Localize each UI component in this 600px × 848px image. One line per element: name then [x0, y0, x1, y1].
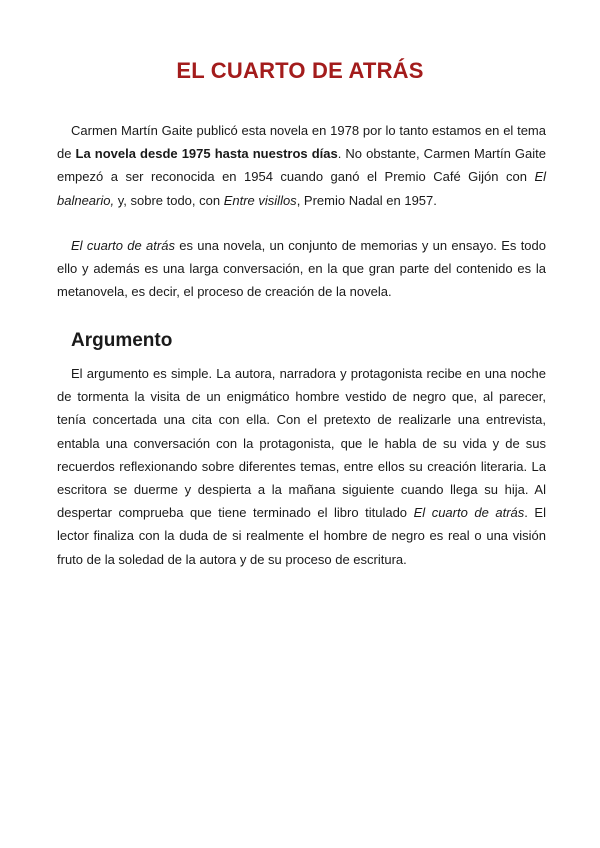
- bold-topic: La novela desde 1975 hasta nuestros días: [75, 146, 338, 162]
- description-paragraph: [57, 234, 546, 304]
- italic-title-entre-visillos: Entre visillos: [223, 192, 297, 208]
- section-heading-argumento: Argumento: [71, 330, 173, 351]
- document-title: EL CUARTO DE ATRÁS: [176, 58, 424, 83]
- text-span: , Premio Nadal en 1957.: [296, 192, 437, 208]
- text-span: . El lector finaliza con la duda de si realmente el hombre de negro es real o una visión fruto de la soledad de la autora y de su proceso de escritura.: [57, 505, 546, 567]
- text-span: y, sobre todo, con: [114, 192, 224, 208]
- italic-title-el-cuarto-de-atras: El cuarto de atrás: [413, 505, 525, 521]
- text-span: El argumento es simple. La autora, narradora y protagonista recibe en una noche de tormenta la visita de un enigmático hombre vestido de negro que, al parecer, tenía concertada una cita con ella. Con el pretexto de realizarle una entrevista, entabla una conversación con la protagonista, que le habla de su vida y de sus recuerdos reflexionando sobre diferentes temas, entre ellos su creación literaria. La escritora se duerme y despierta a la mañana siguiente cuando llega su hija. Al despertar comprueba que tiene terminado el libro titulado: [57, 366, 546, 521]
- text-span: Carmen Martín Gaite publicó esta novela en 1978 por lo tanto estamos en el tema de: [57, 123, 546, 162]
- intro-paragraph: [57, 119, 546, 212]
- italic-title-el-cuarto-de-atras: El cuarto de atrás: [71, 238, 175, 253]
- italic-title-el-balneario: El balneario,: [57, 169, 546, 208]
- text-span: . No obstante, Carmen Martín Gaite empezó a ser reconocida en 1954 cuando ganó el Premio Café Gijón con: [57, 146, 546, 185]
- text-span: es una novela, un conjunto de memorias y un ensayo. Es todo ello y además es una larga conversación, en la que gran parte del contenido es la metanovela, es decir, el proceso de creación de la novela.: [57, 238, 546, 300]
- plot-paragraph: [57, 362, 546, 571]
